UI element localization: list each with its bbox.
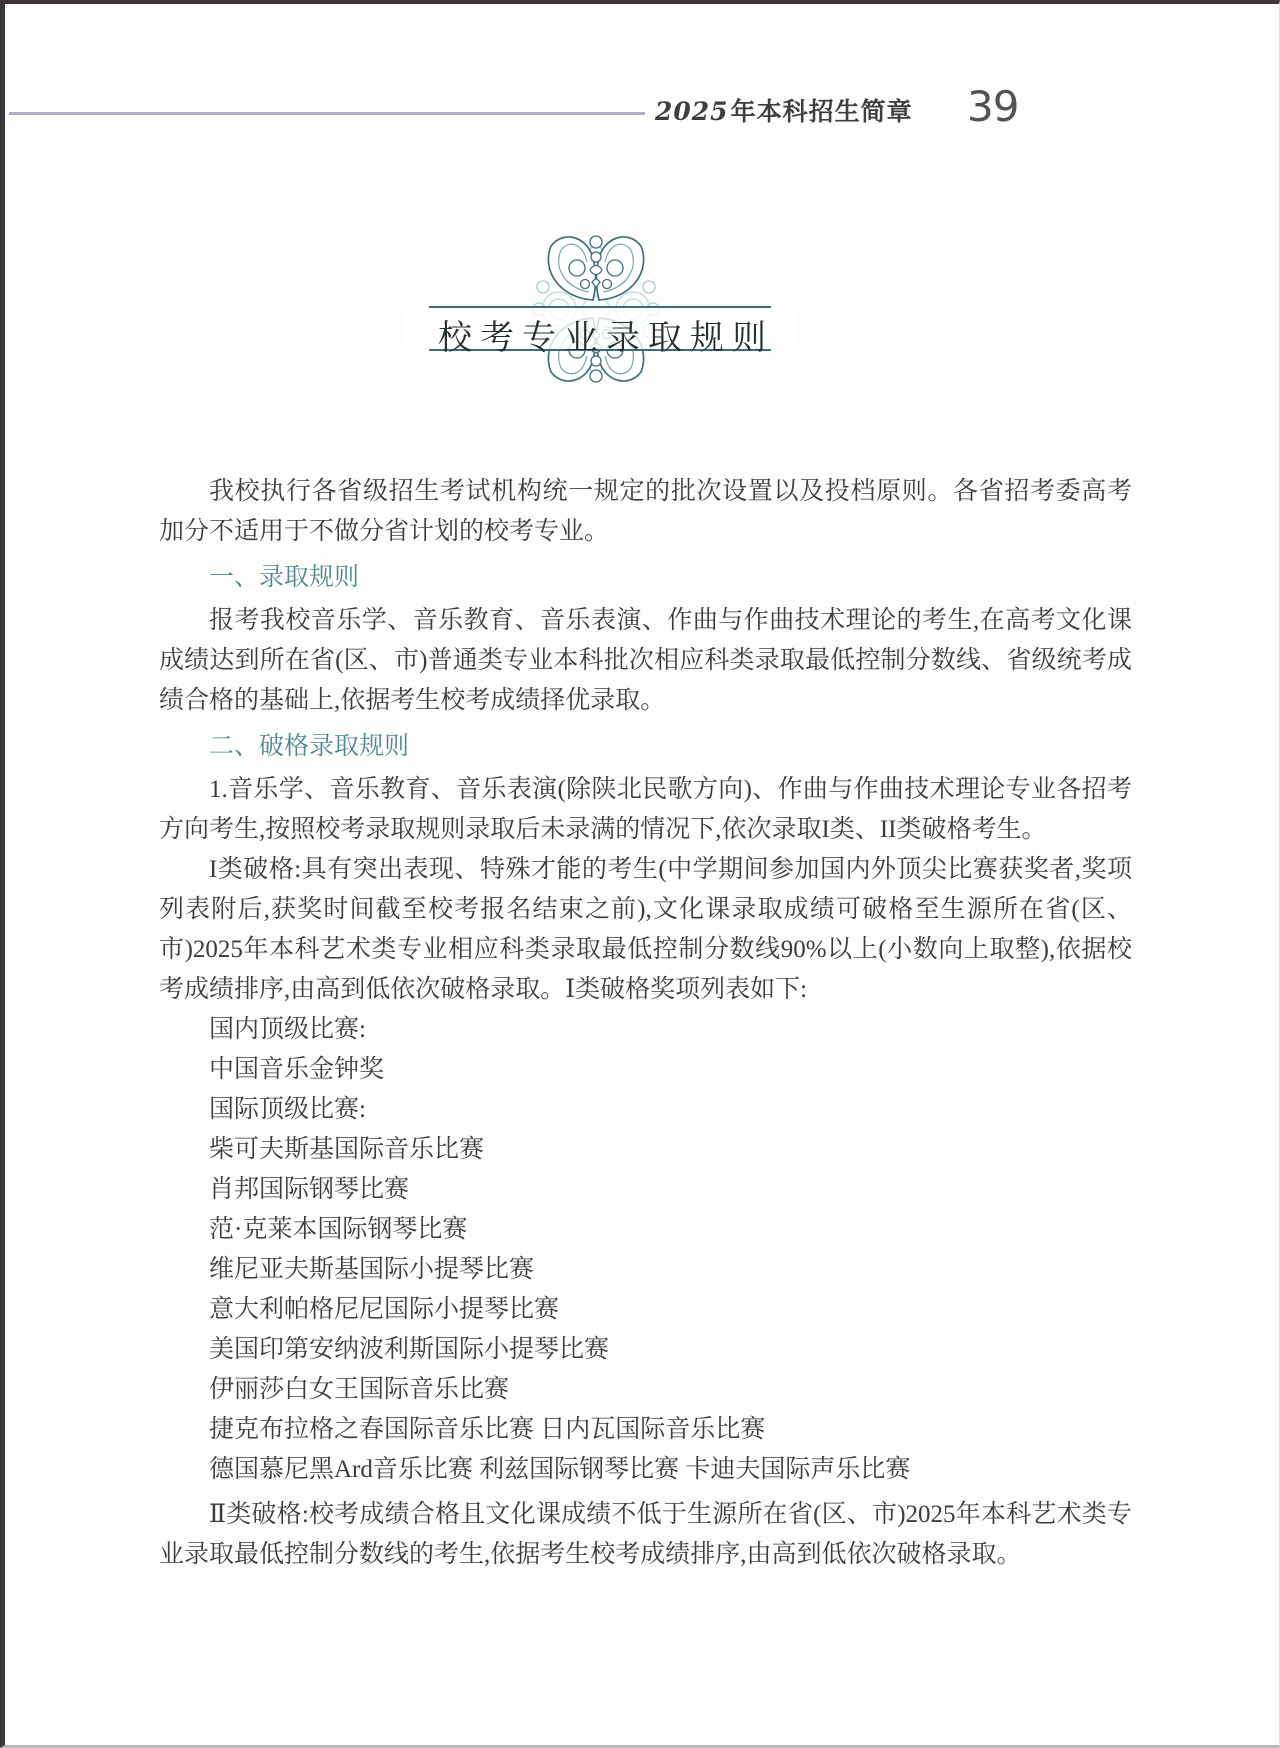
emblem-top-line [429, 306, 771, 308]
document-title-year: 2025 [655, 97, 729, 126]
award-list-item: 国际顶级比赛: [209, 1096, 366, 1123]
section-heading: 二、破格录取规则 [209, 732, 410, 760]
page-number: 39 [967, 82, 1019, 131]
award-list-item: 维尼亚夫斯基国际小提琴比赛 [209, 1256, 535, 1283]
award-list-item: 柴可夫斯基国际音乐比赛 [209, 1136, 485, 1163]
section-heading: 一、录取规则 [209, 563, 360, 591]
body-paragraph: 我校执行各省级招生考试机构统一规定的批次设置以及投档原则。各省招考委高考加分不适用于不做分省计划的校考专业。 [159, 478, 1132, 545]
award-list-item: 捷克布拉格之春国际音乐比赛 日内瓦国际音乐比赛 [209, 1416, 766, 1443]
award-list-item: 中国音乐金钟奖 [209, 1056, 385, 1083]
body-paragraph: I类破格:具有突出表现、特殊才能的考生(中学期间参加国内外顶尖比赛获奖者,奖项列表附后,获奖时间截至校考报名结束之前),文化课录取成绩可破格至生源所在省(区、市)2025年本科艺术类专业相应科类录取最低控制分数线90%以上(小数向上取整),依据校考成绩排序,由高到低依次破格录取。Ⅰ类破格奖项列表如下: [159, 856, 1132, 1003]
award-list-item: 德国慕尼黑Ard音乐比赛 利兹国际钢琴比赛 卡迪夫国际声乐比赛 [209, 1456, 911, 1483]
award-list-item: 肖邦国际钢琴比赛 [209, 1176, 410, 1203]
award-list-item: 国内顶级比赛: [209, 1016, 366, 1043]
document-title [655, 92, 913, 128]
header-rule-line [9, 112, 645, 115]
body-paragraph: 报考我校音乐学、音乐教育、音乐表演、作曲与作曲技术理论的考生,在高考文化课成绩达到所在省(区、市)普通类专业本科批次相应科类录取最低控制分数线、省级统考成绩合格的基础上,依据考生校考成绩择优录取。 [159, 607, 1132, 714]
section-title: 校考专业录取规则 [438, 320, 774, 357]
document-title-text: 年本科招生简章 [730, 98, 913, 126]
body-text-block [159, 472, 1132, 1575]
award-list-item: 范·克莱本国际钢琴比赛 [209, 1216, 468, 1243]
body-paragraph: Ⅱ类破格:校考成绩合格且文化课成绩不低于生源所在省(区、市)2025年本科艺术类专业录取最低控制分数线的考生,依据考生校考成绩排序,由高到低依次破格录取。 [159, 1501, 1132, 1568]
body-paragraph: 1.音乐学、音乐教育、音乐表演(除陕北民歌方向)、作曲与作曲技术理论专业各招考方向考生,按照校考录取规则录取后未录满的情况下,依次录取I类、II类破格考生。 [159, 776, 1132, 843]
award-list-item: 美国印第安纳波利斯国际小提琴比赛 [209, 1336, 610, 1363]
award-list-item: 伊丽莎白女王国际音乐比赛 [209, 1376, 510, 1403]
award-list-item: 意大利帕格尼尼国际小提琴比赛 [209, 1296, 560, 1323]
